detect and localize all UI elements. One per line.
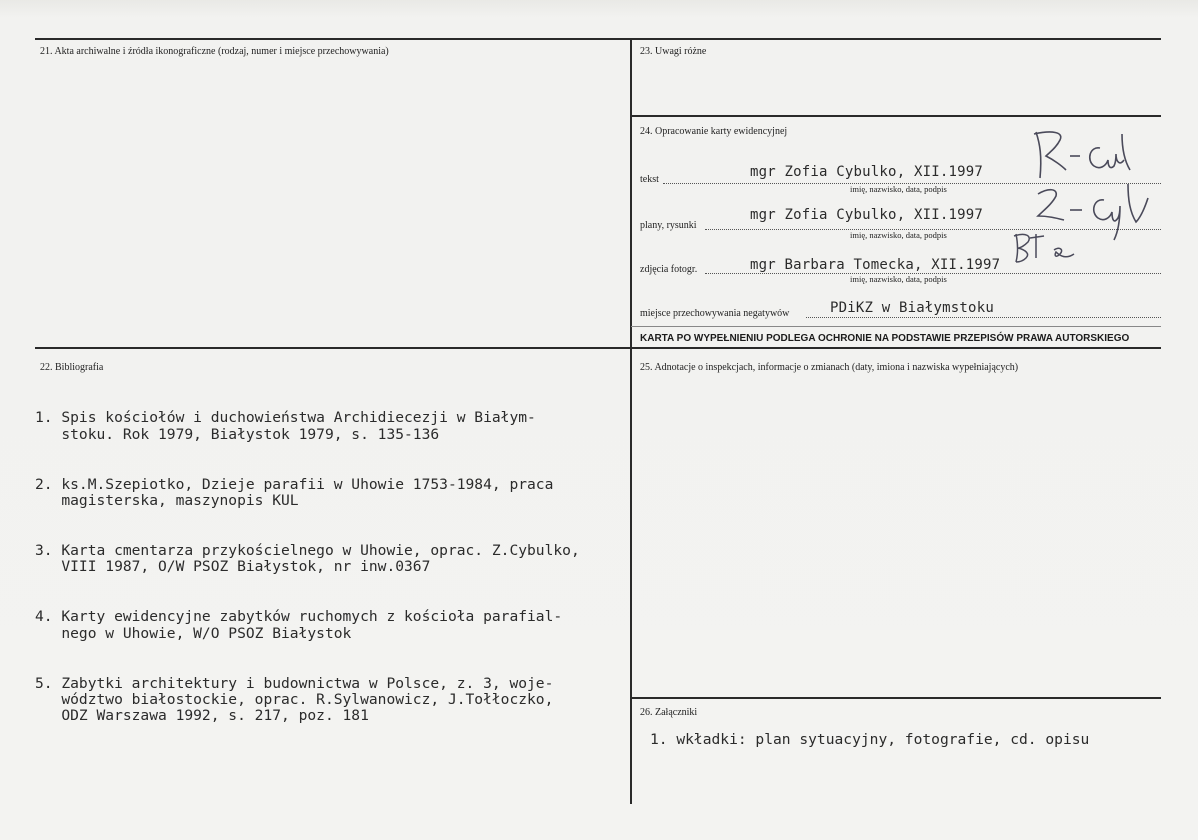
copyright-notice: KARTA PO WYPEŁNIENIU PODLEGA OCHRONIE NA PODSTAWIE PRZEPISÓW PRAWA AUTORSKIEGO	[640, 333, 1130, 344]
middle-divider	[35, 347, 1161, 349]
negatives-label: miejsce przechowywania negatywów	[640, 308, 790, 319]
text-author-caption: imię, nazwisko, data, podpis	[850, 184, 947, 194]
negatives-value: PDiKZ w Białymstoku	[830, 300, 994, 316]
field-22-label: 22. Bibliografia	[40, 362, 104, 373]
field-21-label: 21. Akta archiwalne i źródła ikonograficzne (rodzaj, numer i miejsce przechowywania)	[40, 46, 389, 57]
bibliography-entry-3: 3. Karta cmentarza przykościelnego w Uhowie, oprac. Z.Cybulko, VIII 1987, O/W PSOZ Białystok, nr inw.0367	[35, 542, 580, 576]
top-border	[35, 38, 1161, 40]
bibliography-entry-5: 5. Zabytki architektury i budownictwa w Polsce, z. 3, woje- wództwo białostockie, oprac. R.Sylwanowicz, J.Tołłoczko, ODZ Warszawa 1992, s. 217, poz. 181	[35, 674, 554, 725]
text-author-label: tekst	[640, 174, 659, 185]
negatives-line	[806, 317, 1161, 318]
notice-top-line	[631, 326, 1161, 327]
signature-photos-author	[1010, 228, 1080, 268]
section-23-bottom-line	[631, 115, 1161, 117]
photos-author-value: mgr Barbara Tomecka, XII.1997	[750, 257, 1001, 273]
signature-text-author	[1030, 126, 1140, 184]
photos-author-caption: imię, nazwisko, data, podpis	[850, 274, 947, 284]
center-divider	[630, 38, 632, 804]
field-26-label: 26. Załączniki	[640, 707, 698, 718]
bibliography-entry-1: 1. Spis kościołów i duchowieństwa Archidiecezji w Białym- stoku. Rok 1979, Białystok 1979, s. 135-136	[35, 409, 536, 443]
plans-author-label: plany, rysunki	[640, 220, 697, 231]
plans-author-value: mgr Zofia Cybulko, XII.1997	[750, 207, 983, 223]
attachments-value: 1. wkładki: plan sytuacyjny, fotografie, cd. opisu	[650, 731, 1090, 748]
photos-author-label: zdjęcia fotogr.	[640, 264, 698, 275]
field-24-label: 24. Opracowanie karty ewidencyjnej	[640, 126, 788, 137]
bibliography-list	[35, 378, 580, 758]
text-author-value: mgr Zofia Cybulko, XII.1997	[750, 164, 983, 180]
field-23-label: 23. Uwagi różne	[640, 46, 707, 57]
section-25-bottom-line	[631, 697, 1161, 699]
plans-author-caption: imię, nazwisko, data, podpis	[850, 230, 947, 240]
bibliography-entry-4: 4. Karty ewidencyjne zabytków ruchomych z kościoła parafial- nego w Uhowie, W/O PSOZ Białystok	[35, 608, 563, 642]
field-25-label: 25. Adnotacje o inspekcjach, informacje o zmianach (daty, imiona i nazwiska wypełniających)	[640, 362, 1019, 373]
bibliography-entry-2: 2. ks.M.Szepiotko, Dzieje parafii w Uhowie 1753-1984, praca magisterska, maszynopis KUL	[35, 475, 554, 509]
